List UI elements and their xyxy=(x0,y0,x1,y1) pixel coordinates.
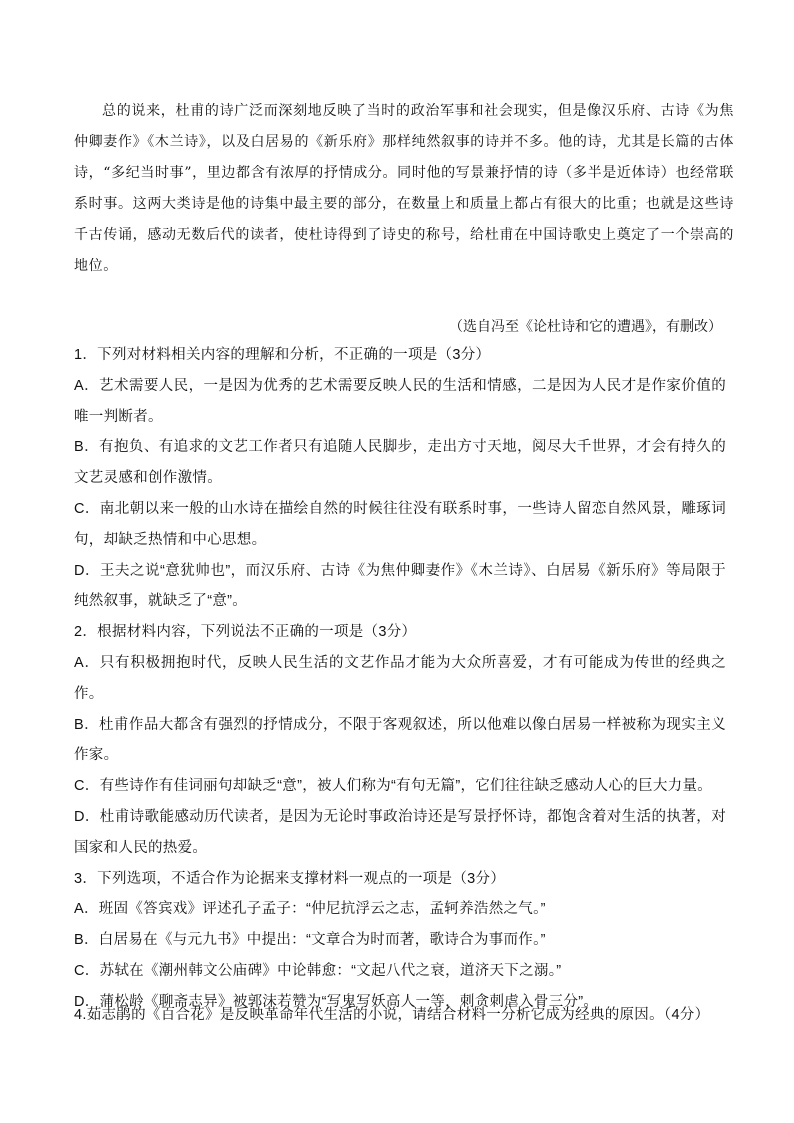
option-c: C．苏轼在《潮州韩文公庙碑》中论韩愈：“文起八代之衰，道济天下之溺。” xyxy=(74,962,562,979)
question-list xyxy=(74,318,726,1018)
option-a: A．班固《答宾戏》评述孔子孟子：“仲尼抗浮云之志，孟轲养浩然之气。” xyxy=(74,901,546,918)
option-b: B．白居易在《与元九书》中提出：“文章合为时而著，歌诗合为事而作。” xyxy=(74,932,546,949)
option-a: A．只有积极拥抱时代，反映人民生活的文艺作品才能为大众所喜爱，才有可能成为传世的经典之作。 xyxy=(74,654,726,702)
option-c: C．南北朝以来一般的山水诗在描绘自然的时候往往没有联系时事，一些诗人留恋自然风景，雕琢词句，却缺乏热情和中心思想。 xyxy=(74,500,726,548)
option-b: B．有抱负、有追求的文艺工作者只有追随人民脚步，走出方寸天地，阅尽大千世界，才会有持久的文艺灵感和创作激情。 xyxy=(74,439,726,487)
question-stem: 1．下列对材料相关内容的理解和分析，不正确的一项是（3分） xyxy=(74,347,491,363)
option-d: D．王夫之说“意犹帅也”，而汉乐府、古诗《为焦仲卿妻作》《木兰诗》、白居易《新乐府》等局限于纯然叙事，就缺乏了“意”。 xyxy=(74,562,726,610)
question-stem: 2．根据材料内容，下列说法不正确的一项是（3分） xyxy=(74,624,417,641)
option-a: A．艺术需要人民，一是因为优秀的艺术需要反映人民的生活和情感，二是因为人民才是作家价值的唯一判断者。 xyxy=(74,377,726,425)
option-d: D．杜甫诗歌能感动历代读者，是因为无论时事政治诗还是写景抒怀诗，都饱含着对生活的执著，对国家和人民的热爱。 xyxy=(74,808,726,856)
question-4: 4.茹志鹃的《百合花》是反映革命年代生活的小说，请结合材料一分析它成为经典的原因。（4分） xyxy=(74,1007,710,1023)
option-d: D．蒲松龄《聊斋志异》被郭沫若赞为“写鬼写妖高人一等，刺贪刺虐入骨三分”。 xyxy=(74,993,599,1010)
option-b: B．杜甫作品大都含有强烈的抒情成分，不限于客观叙述，所以他难以像白居易一样被称为现实主义作家。 xyxy=(74,716,726,764)
source-citation: （选自冯至《论杜诗和它的遭遇》，有删改） xyxy=(449,318,722,334)
question-3 xyxy=(74,864,726,1018)
question-1 xyxy=(74,340,726,617)
option-c: C．有些诗作有佳词丽句却缺乏“意”，被人们称为“有句无篇”，它们往往缺乏感动人心的巨大力量。 xyxy=(74,778,713,795)
passage-paragraph: 总的说来，杜甫的诗广泛而深刻地反映了当时的政治军事和社会现实，但是像汉乐府、古诗《为焦仲卿妻作》《木兰诗》，以及白居易的《新乐府》那样纯然叙事的诗并不多。他的诗，尤其是长篇的古体诗，“多纪当时事”，里边都含有浓厚的抒情成分。同时他的写景兼抒情的诗（多半是近体诗）也经常联系时事。这两大类诗是他的诗集中最主要的部分，在数量上和质量上都占有很大的比重；也就是这些诗千古传诵，感动无数后代的读者，使杜诗得到了诗史的称号，给杜甫在中国诗歌史上奠定了一个崇高的地位。 xyxy=(74,103,734,274)
question-2 xyxy=(74,617,726,863)
question-stem: 3．下列选项，不适合作为论据来支撑材料一观点的一项是（3分） xyxy=(74,870,506,887)
